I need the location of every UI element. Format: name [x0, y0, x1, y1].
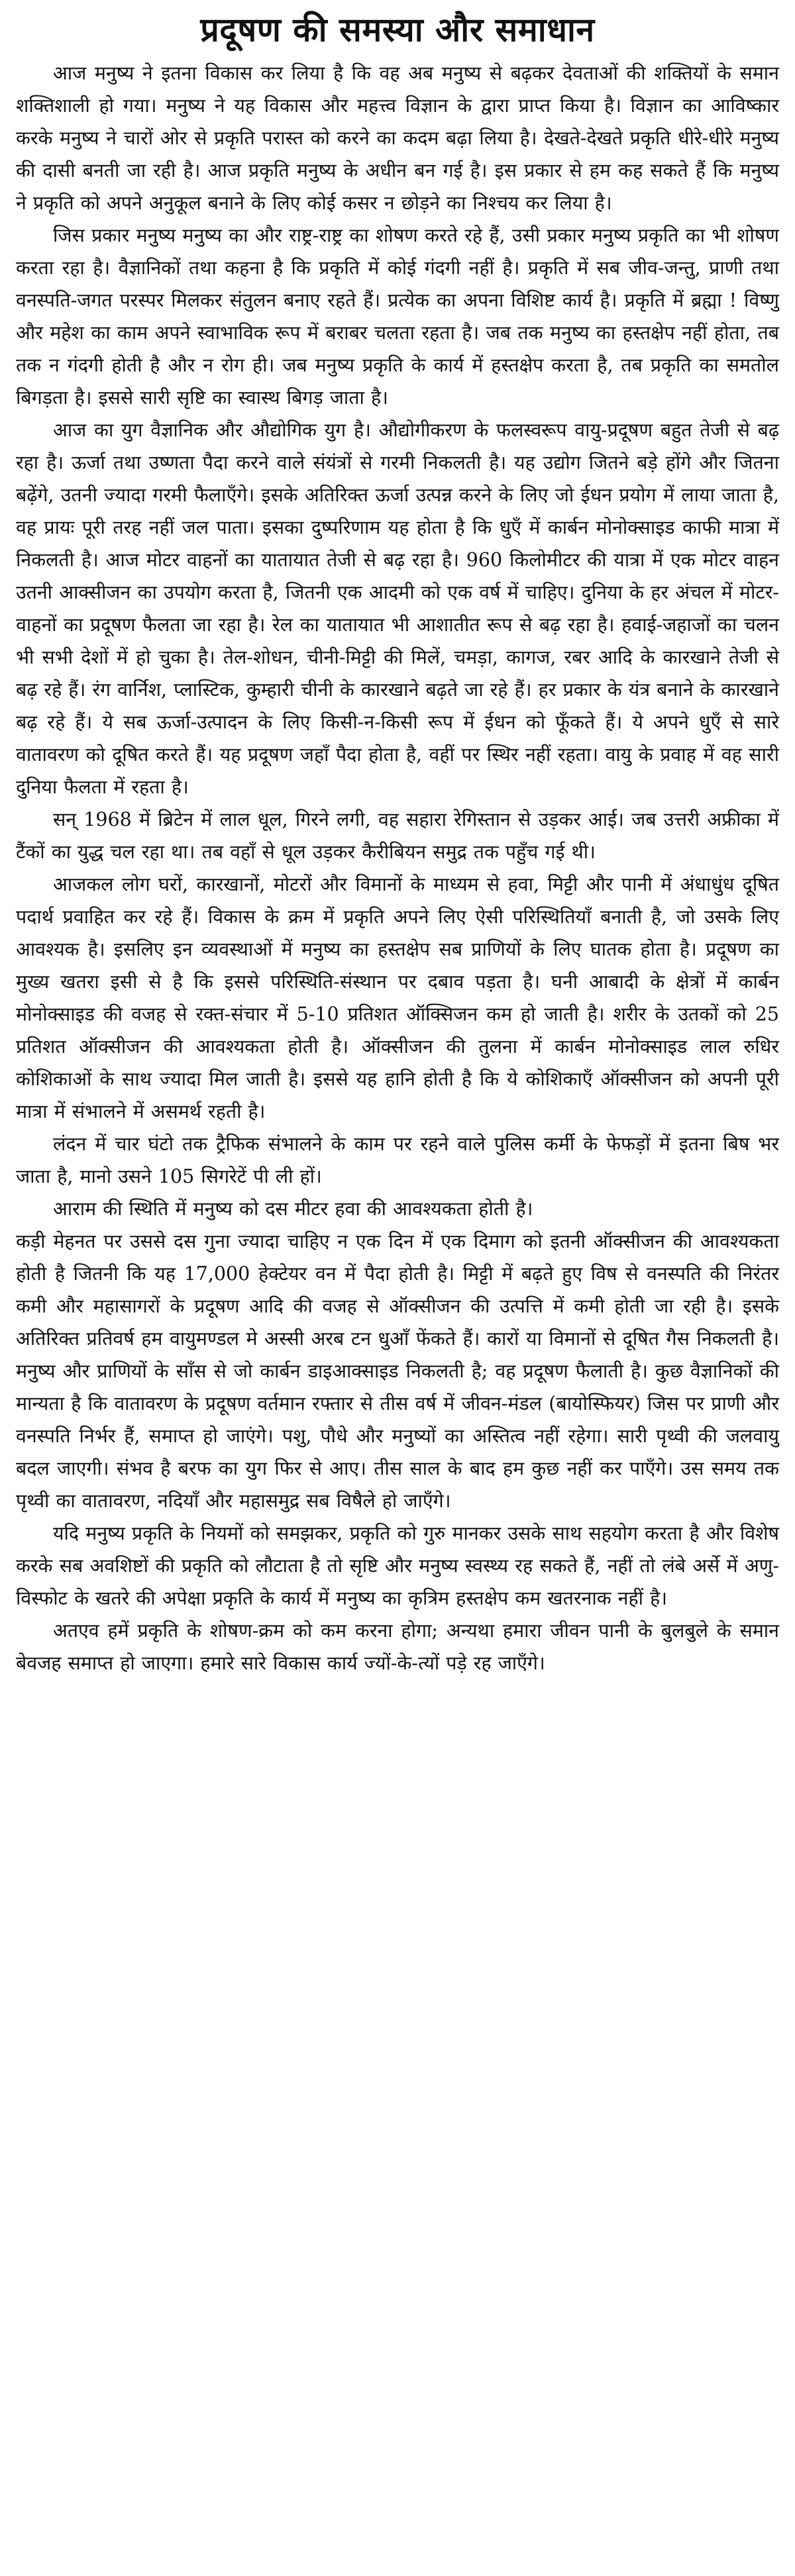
essay-title: प्रदूषण की समस्या और समाधान: [200, 11, 595, 49]
paragraph-2: जिस प्रकार मनुष्य मनुष्य का और राष्ट्र-राष्ट्र का शोषण करते रहे हैं, उसी प्रकार मनुष्य प्रकृति का भी शोषण करता रहा है। वैज्ञानिकों तथा कहना है कि प्रकृति में कोई गंदगी नहीं है। प्रकृति में सब जीव-जन्तु, प्राणी तथा वनस्पति-जगत परस्पर मिलकर संतुलन बनाए रहते हैं। प्रत्येक का अपना विशिष्ट कार्य है। प्रकृति में ब्रह्मा ! विष्णु और महेश का काम अपने स्वाभाविक रूप में बराबर चलता रहता है। जब तक मनुष्य का हस्तक्षेप नहीं होता, तब तक न गंदगी होती है और न रोग ही। जब मनुष्य प्रकृति के कार्य में हस्तक्षेप करता है, तब प्रकृति का समतोल बिगड़ता है। इससे सारी सृष्टि का स्वास्थ बिगड़ जाता है।: [16, 224, 779, 409]
paragraph-1: आज मनुष्य ने इतना विकास कर लिया है कि वह अब मनुष्य से बढ़कर देवताओं की शक्तियों के समान शक्तिशाली हो गया। मनुष्य ने यह विकास और महत्त्व विज्ञान के द्वारा प्राप्त किया है। विज्ञान का आविष्कार करके मनुष्य ने चारों ओर से प्रकृति परास्त को करने का कदम बढ़ा लिया है। देखते-देखते प्रकृति धीरे-धीरे मनुष्य की दासी बनती जा रही है। आज प्रकृति मनुष्य के अधीन बन गई है। इस प्रकार से हम कह सकते हैं कि मनुष्य ने प्रकृति को अपने अनुकूल बनाने के लिए कोई कसर न छोड़ने का निश्चय कर लिया है।: [16, 62, 779, 214]
paragraph-7: आराम की स्थिति में मनुष्य को दस मीटर हवा की आवश्यकता होती है।: [53, 1198, 533, 1220]
paragraph-4: सन् 1968 में ब्रिटेन में लाल धूल, गिरने लगी, वह सहारा रेगिस्तान से उड़कर आई। जब उत्तरी अफ्रीका में टैंकों का युद्ध चल रहा था। तब वहाँ से धूल उड़कर कैरीबियन समुद्र तक पहुँच गई थी।: [16, 809, 779, 863]
paragraph-3: आज का युग वैज्ञानिक और औद्योगिक युग है। औद्योगीकरण के फलस्वरूप वायु-प्रदूषण बहुत तेजी से बढ़ रहा है। ऊर्जा तथा उष्णता पैदा करने वाले संयंत्रों से गरमी निकलती है। यह उद्योग जितने बड़े होंगे और जितना बढ़ेंगे, उतनी ज्यादा गरमी फैलाएँगे। इसके अतिरिक्त ऊर्जा उत्पन्न करने के लिए जो ईधन प्रयोग में लाया जाता है, वह प्रायः पूरी तरह नहीं जल पाता। इसका दुष्परिणाम यह होता है कि धुएँ में कार्बन मोनोक्साइड काफी मात्रा में निकलती है। आज मोटर वाहनों का यातायात तेजी से बढ़ रहा है। 960 किलोमीटर की यात्रा में एक मोटर वाहन उतनी आक्सीजन का उपयोग करता है, जितनी एक आदमी को एक वर्ष में चाहिए। दुनिया के हर अंचल में मोटर-वाहनों का प्रदूषण फैलता जा रहा है। रेल का यातायात भी आशातीत रूप से बढ़ रहा है। हवाई-जहाजों का चलन भी सभी देशों में हो चुका है। तेल-शोधन, चीनी-मिट्टी की मिलें, चमड़ा, कागज, रबर आदि के कारखाने तेजी से बढ़ रहे हैं। रंग वार्निश, प्लास्टिक, कुम्हारी चीनी के कारखाने बढ़ते जा रहे हैं। हर प्रकार के यंत्र बनाने के कारखाने बढ़ रहे हैं। ये सब ऊर्जा-उत्पादन के लिए किसी-न-किसी रूप में ईधन को फूँकते हैं। ये अपने धुएँ से सारे वातावरण को दूषित करते हैं। यह प्रदूषण जहाँ पैदा होता है, वहीं पर स्थिर नहीं रहता। वायु के प्रवाह में वह सारी दुनिया फैलता में रहता है।: [16, 419, 779, 798]
paragraph-9: यदि मनुष्य प्रकृति के नियमों को समझकर, प्रकृति को गुरु मानकर उसके साथ सहयोग करता है और विशेष करके सब अवशिष्टों की प्रकृति को लौटाता है तो सृष्टि और मनुष्य स्वस्थ्य रह सकते हैं, नहीं तो लंबे अर्से में अणु-विस्फोट के खतरे की अपेक्षा प्रकृति के कार्य में मनुष्य का कृत्रिम हस्तक्षेप कम खतरनाक नहीं है।: [16, 1522, 779, 1609]
paragraph-6: लंदन में चार घंटो तक ट्रैफिक संभालने के काम पर रहने वाले पुलिस कर्मी के फेफड़ों में इतना बिष भर जाता है, मानो उसने 105 सिगरेटें पी ली हों।: [16, 1133, 779, 1187]
paragraph-5: आजकल लोग घरों, कारखानों, मोटरों और विमानों के माध्यम से हवा, मिट्टी और पानी में अंधाधुंध दूषित पदार्थ प्रवाहित कर रहे हैं। विकास के क्रम में प्रकृति अपने लिए ऐसी परिस्थितियाँ बनाती है, जो उसके लिए आवश्यक है। इसलिए इन व्यवस्थाओं में मनुष्य का हस्तक्षेप सब प्राणियों के लिए घातक होता है। प्रदूषण का मुख्य खतरा इसी से है कि इससे परिस्थिति-संस्थान पर दबाव पड़ता है। घनी आबादी के क्षेत्रों में कार्बन मोनोक्साइड की वजह से रक्त-संचार में 5-10 प्रतिशत ऑक्सिजन कम हो जाती है। शरीर के उतकों को 25 प्रतिशत ऑक्सीजन की आवश्यकता होती है। ऑक्सीजन की तुलना में कार्बन मोनोक्साइड लाल रुधिर कोशिकाओं के साथ ज्यादा मिल जाती है। इससे यह हानि होती है कि ये कोशिकाएँ ऑक्सीजन को अपनी पूरी मात्रा में संभालने में असमर्थ रहती है।: [16, 873, 779, 1122]
essay-body: [16, 57, 779, 1679]
paragraph-8: कड़ी मेहनत पर उससे दस गुना ज्यादा चाहिए न एक दिन में एक दिमाग को इतनी ऑक्सीजन की आवश्यकता होती है जितनी कि यह 17,000 हेक्टेयर वन में पैदा होती है। मिट्टी में बढ़ते हुए विष से वनस्पति की निरंतर कमी और महासागरों के प्रदूषण आदि की वजह से ऑक्सीजन की उत्पत्ति में कमी होती जा रही है। इसके अतिरिक्त प्रतिवर्ष हम वायुमण्डल मे अस्सी अरब टन धुआँ फेंकते हैं। कारों या विमानों से दूषित गैस निकलती है। मनुष्य और प्राणियों के साँस से जो कार्बन डाइआक्साइड निकलती है; वह प्रदूषण फैलाती है। कुछ वैज्ञानिकों की मान्यता है कि वातावरण के प्रदूषण वर्तमान रफ्तार से तीस वर्ष में जीवन-मंडल (बायोस्फियर) जिस पर प्राणी और वनस्पति निर्भर हैं, समाप्त हो जाएंगे। पशु, पौधे और मनुष्यों का अस्तित्व नहीं रहेगा। सारी पृथ्वी की जलवायु बदल जाएगी। संभव है बरफ का युग फिर से आए। तीस साल के बाद हम कुछ नहीं कर पाएँगे। उस समय तक पृथ्वी का वातावरण, नदियाँ और महासमुद्र सब विषैले हो जाएँगे।: [16, 1230, 779, 1512]
paragraph-10: अतएव हमें प्रकृति के शोषण-क्रम को कम करना होगा; अन्यथा हमारा जीवन पानी के बुलबुले के समान बेवजह समाप्त हो जाएगा। हमारे सारे विकास कार्य ज्यों-के-त्यों पड़े रह जाएँगे।: [16, 1620, 779, 1674]
